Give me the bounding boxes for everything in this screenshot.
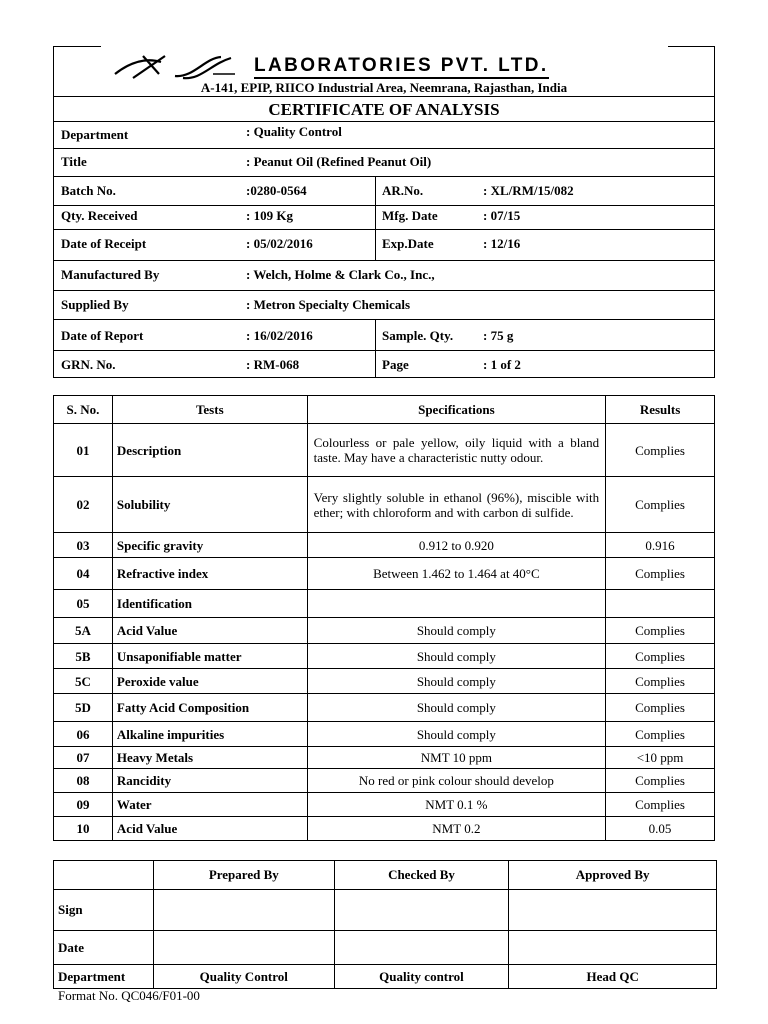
grn-label: GRN. No.: [61, 357, 116, 372]
test-specification: Should comply: [307, 694, 605, 722]
table-row: [54, 722, 715, 747]
test-specification: [307, 590, 605, 618]
mfg-value: : 07/15: [483, 208, 521, 223]
report-date-label: Date of Report: [61, 328, 144, 343]
sample-qty-label: Sample. Qty.: [382, 328, 454, 343]
serial-number: 5C: [54, 669, 113, 694]
title-label: Title: [61, 154, 87, 169]
test-name: Identification: [112, 590, 307, 618]
test-result: Complies: [606, 793, 715, 817]
serial-number: 5B: [54, 644, 113, 669]
test-result: 0.05: [606, 817, 715, 841]
manufactured-label: Manufactured By: [61, 267, 160, 282]
checked-by-header: Checked By: [334, 861, 509, 890]
table-row: [54, 424, 715, 477]
test-specification: Should comply: [307, 722, 605, 747]
test-result: Complies: [606, 669, 715, 694]
test-specification: NMT 0.2: [307, 817, 605, 841]
test-name: Alkaline impurities: [112, 722, 307, 747]
test-result: Complies: [606, 558, 715, 590]
test-result: <10 ppm: [606, 747, 715, 769]
table-row: [54, 817, 715, 841]
approved-signature: [509, 890, 717, 931]
approved-date: [509, 931, 717, 965]
table-row: [54, 747, 715, 769]
divider: [53, 96, 715, 97]
table-row: [54, 618, 715, 644]
table-row: [54, 477, 715, 533]
table-row: [54, 793, 715, 817]
sign-label: Sign: [54, 890, 154, 931]
checked-date: [334, 931, 509, 965]
prepared-date: [153, 931, 334, 965]
test-name: Acid Value: [112, 817, 307, 841]
table-row: [54, 694, 715, 722]
qty-label: Qty. Received: [61, 208, 138, 223]
receipt-label: Date of Receipt: [61, 236, 147, 251]
test-specification: Should comply: [307, 669, 605, 694]
serial-number: 05: [54, 590, 113, 618]
department-row: [54, 965, 717, 989]
serial-number: 10: [54, 817, 113, 841]
prepared-signature: [153, 890, 334, 931]
serial-number: 08: [54, 769, 113, 793]
serial-number: 5A: [54, 618, 113, 644]
checked-signature: [334, 890, 509, 931]
test-result: Complies: [606, 769, 715, 793]
divider: [53, 205, 715, 206]
date-label: Date: [54, 931, 154, 965]
test-specification: NMT 10 ppm: [307, 747, 605, 769]
divider: [53, 121, 715, 122]
test-result: Complies: [606, 644, 715, 669]
exp-label: Exp.Date: [382, 236, 434, 251]
serial-number: 03: [54, 533, 113, 558]
divider: [53, 148, 715, 149]
test-result: Complies: [606, 424, 715, 477]
test-specification: No red or pink colour should develop: [307, 769, 605, 793]
test-name: Water: [112, 793, 307, 817]
test-name: Unsaponifiable matter: [112, 644, 307, 669]
test-specification: Should comply: [307, 644, 605, 669]
test-result: Complies: [606, 694, 715, 722]
format-number: Format No. QC046/F01-00: [58, 988, 200, 1003]
date-row: [54, 931, 717, 965]
certificate-title: CERTIFICATE OF ANALYSIS: [268, 100, 500, 119]
table-row: [54, 533, 715, 558]
grn-value: : RM-068: [246, 357, 300, 372]
serial-number: 04: [54, 558, 113, 590]
company-name: LABORATORIES PVT. LTD.: [254, 56, 549, 79]
report-date-value: : 16/02/2016: [246, 328, 313, 343]
column-header: Tests: [112, 396, 307, 424]
sign-row: [54, 890, 717, 931]
test-result: Complies: [606, 722, 715, 747]
department-value: : Quality Control: [246, 124, 342, 139]
test-name: Heavy Metals: [112, 747, 307, 769]
test-specification: Colourless or pale yellow, oily liquid with a bland taste. May have a characteristic nutty odour.: [307, 424, 605, 477]
column-header: Results: [606, 396, 715, 424]
prepared-by-header: Prepared By: [153, 861, 334, 890]
column-header: S. No.: [54, 396, 113, 424]
blank-cell: [54, 861, 154, 890]
sample-qty-value: : 75 g: [483, 328, 514, 343]
tests-table: [53, 395, 715, 841]
approved-by-header: Approved By: [509, 861, 717, 890]
test-specification: NMT 0.1 %: [307, 793, 605, 817]
ar-value: : XL/RM/15/082: [483, 183, 574, 198]
test-name: Acid Value: [112, 618, 307, 644]
mfg-label: Mfg. Date: [382, 208, 438, 223]
test-result: 0.916: [606, 533, 715, 558]
test-result: Complies: [606, 477, 715, 533]
manufactured-value: : Welch, Holme & Clark Co., Inc.,: [246, 267, 435, 282]
divider: [53, 260, 715, 261]
serial-number: 09: [54, 793, 113, 817]
exp-value: : 12/16: [483, 236, 521, 251]
supplied-label: Supplied By: [61, 297, 129, 312]
divider: [53, 229, 715, 230]
ar-label: AR.No.: [382, 183, 424, 198]
serial-number: 07: [54, 747, 113, 769]
test-specification: Should comply: [307, 618, 605, 644]
divider: [53, 176, 715, 177]
receipt-value: : 05/02/2016: [246, 236, 313, 251]
page-label: Page: [382, 357, 409, 372]
test-specification: Between 1.462 to 1.464 at 40°C: [307, 558, 605, 590]
column-divider: [375, 176, 376, 260]
column-header: Specifications: [307, 396, 605, 424]
serial-number: 06: [54, 722, 113, 747]
title-value: : Peanut Oil (Refined Peanut Oil): [246, 154, 432, 169]
checked-department: Quality control: [334, 965, 509, 989]
test-name: Rancidity: [112, 769, 307, 793]
test-name: Peroxide value: [112, 669, 307, 694]
table-row: [54, 769, 715, 793]
header-top-border-left: [53, 46, 101, 47]
test-specification: 0.912 to 0.920: [307, 533, 605, 558]
serial-number: 5D: [54, 694, 113, 722]
table-row: [54, 669, 715, 694]
supplied-value: : Metron Specialty Chemicals: [246, 297, 411, 312]
table-row: [54, 590, 715, 618]
divider: [53, 290, 715, 291]
divider: [53, 319, 715, 320]
test-result: Complies: [606, 618, 715, 644]
prepared-department: Quality Control: [153, 965, 334, 989]
column-divider: [375, 319, 376, 378]
serial-number: 01: [54, 424, 113, 477]
page-value: : 1 of 2: [483, 357, 521, 372]
test-result: [606, 590, 715, 618]
signoff-table: [53, 860, 717, 989]
test-name: Refractive index: [112, 558, 307, 590]
batch-label: Batch No.: [61, 183, 116, 198]
divider: [53, 350, 715, 351]
tests-header-row: [54, 396, 715, 424]
batch-value: :0280-0564: [246, 183, 307, 198]
header-top-border-right: [668, 46, 715, 47]
test-specification: Very slightly soluble in ethanol (96%), miscible with ether; with chloroform and with carbon di sulfide.: [307, 477, 605, 533]
department-label: Department: [61, 127, 129, 142]
signoff-header-row: [54, 861, 717, 890]
table-row: [54, 558, 715, 590]
company-address: A-141, EPIP, RIICO Industrial Area, Neemrana, Rajasthan, India: [200, 80, 568, 95]
test-name: Specific gravity: [112, 533, 307, 558]
department-label: Department: [54, 965, 154, 989]
test-name: Description: [112, 424, 307, 477]
approved-department: Head QC: [509, 965, 717, 989]
test-name: Fatty Acid Composition: [112, 694, 307, 722]
table-row: [54, 644, 715, 669]
test-name: Solubility: [112, 477, 307, 533]
qty-value: : 109 Kg: [246, 208, 293, 223]
serial-number: 02: [54, 477, 113, 533]
